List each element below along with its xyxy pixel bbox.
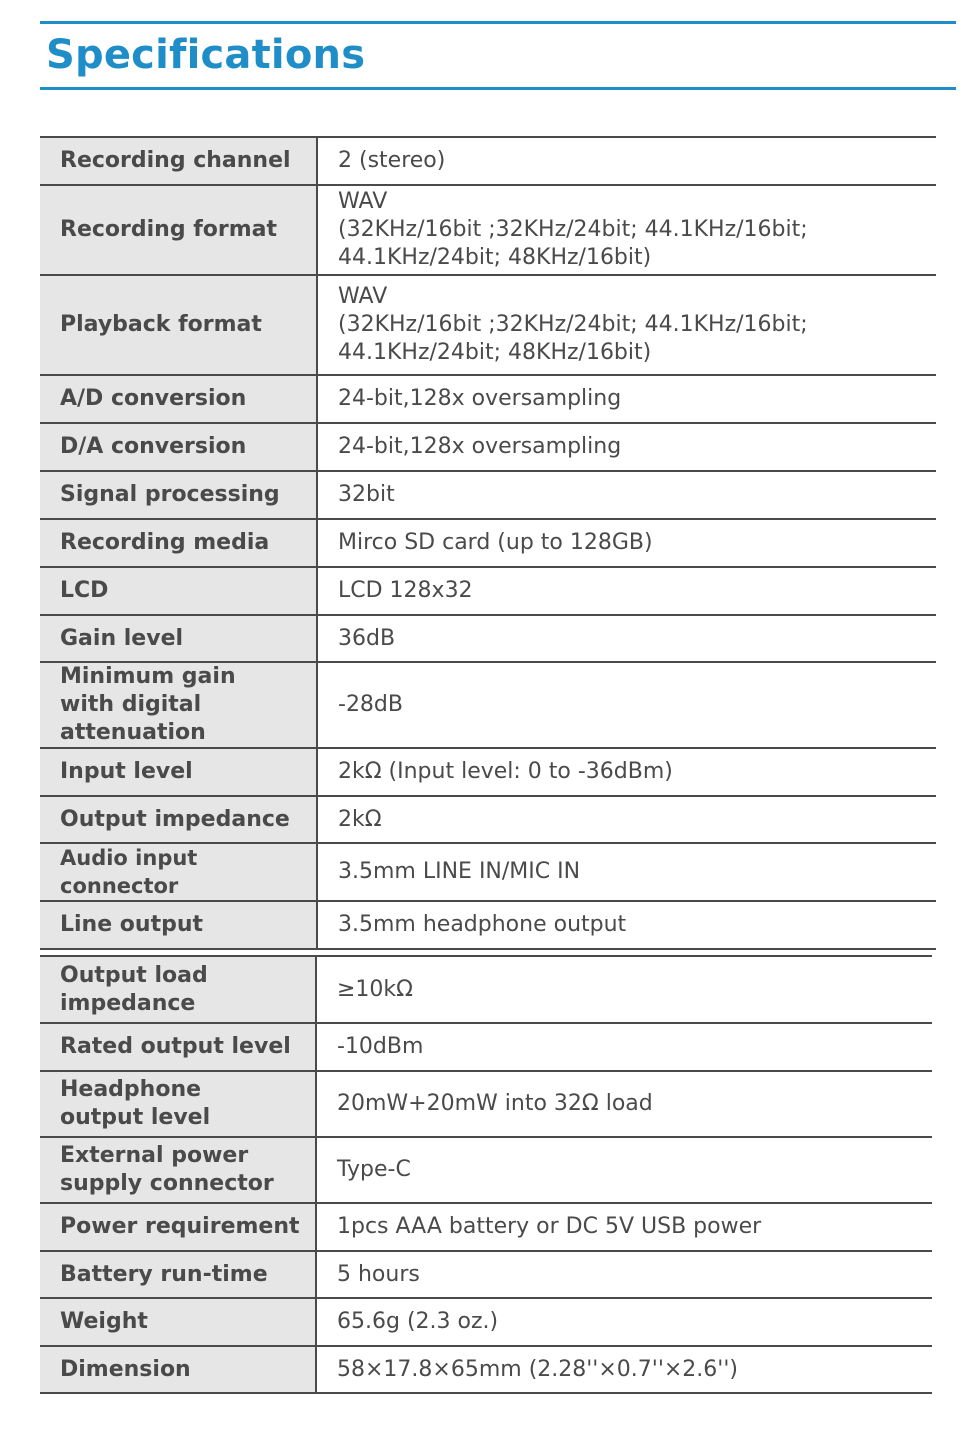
spec-value: -10dBm [316,1023,932,1071]
spec-value: Mirco SD card (up to 128GB) [317,519,936,567]
spec-value: 1pcs AAA battery or DC 5V USB power [316,1203,932,1251]
table-row [40,1251,932,1298]
spec-value: 24-bit,128x oversampling [317,375,936,423]
spec-label: Battery run-time [40,1251,316,1298]
table-row [40,185,936,275]
spec-table-1 [40,136,936,950]
table-row [40,1298,932,1346]
spec-label: A/D conversion [40,375,317,423]
spec-value: 3.5mm headphone output [317,901,936,949]
spec-label: LCD [40,567,317,615]
spec-label: Input level [40,748,317,796]
table-row [40,748,936,796]
spec-value: -28dB [317,662,936,748]
spec-value: 5 hours [316,1251,932,1298]
table-row [40,615,936,662]
table-row [40,567,936,615]
spec-value: 58×17.8×65mm (2.28''×0.7''×2.6'') [316,1346,932,1393]
spec-value: ≥10kΩ [316,956,932,1023]
spec-label: Signal processing [40,471,317,519]
table-row [40,137,936,185]
table-row [40,423,936,471]
spec-label: Minimum gain with digital attenuation [40,662,317,748]
table-row [40,471,936,519]
spec-table-2 [40,955,932,1394]
table-row [40,956,932,1023]
spec-label: Output load impedance [40,956,316,1023]
spec-label: Playback format [40,275,317,375]
spec-label: Weight [40,1298,316,1346]
spec-value: Type-C [316,1137,932,1203]
spec-value: 36dB [317,615,936,662]
spec-value: 24-bit,128x oversampling [317,423,936,471]
table-row [40,375,936,423]
spec-value: 65.6g (2.3 oz.) [316,1298,932,1346]
table-row [40,275,936,375]
title-top-rule [40,21,956,24]
spec-label: Recording media [40,519,317,567]
spec-label: External power supply connector [40,1137,316,1203]
spec-value: WAV (32KHz/16bit ;32KHz/24bit; 44.1KHz/16bit; 44.1KHz/24bit; 48KHz/16bit) [317,185,936,275]
table-row [40,1203,932,1251]
page-title: Specifications [46,32,366,78]
spec-label: Line output [40,901,317,949]
spec-label: Gain level [40,615,317,662]
table-row [40,901,936,949]
spec-label: Power requirement [40,1203,316,1251]
spec-value: 32bit [317,471,936,519]
spec-value: 20mW+20mW into 32Ω load [316,1071,932,1137]
spec-label: Recording channel [40,137,317,185]
spec-label: Recording format [40,185,317,275]
table-row [40,1346,932,1393]
table-row [40,519,936,567]
title-bottom-rule [40,87,956,90]
spec-label: Rated output level [40,1023,316,1071]
table-row [40,796,936,843]
spec-label: D/A conversion [40,423,317,471]
spec-label: Audio input connector [40,843,317,901]
spec-value: 2kΩ [317,796,936,843]
table-row [40,1071,932,1137]
spec-value: 2 (stereo) [317,137,936,185]
table-row [40,843,936,901]
spec-label: Headphone output level [40,1071,316,1137]
spec-value: 3.5mm LINE IN/MIC IN [317,843,936,901]
spec-value: LCD 128x32 [317,567,936,615]
spec-value: 2kΩ (Input level: 0 to -36dBm) [317,748,936,796]
table-row [40,1137,932,1203]
table-row [40,1023,932,1071]
spec-label: Dimension [40,1346,316,1393]
table-row [40,662,936,748]
spec-label: Output impedance [40,796,317,843]
spec-value: WAV (32KHz/16bit ;32KHz/24bit; 44.1KHz/16bit; 44.1KHz/24bit; 48KHz/16bit) [317,275,936,375]
